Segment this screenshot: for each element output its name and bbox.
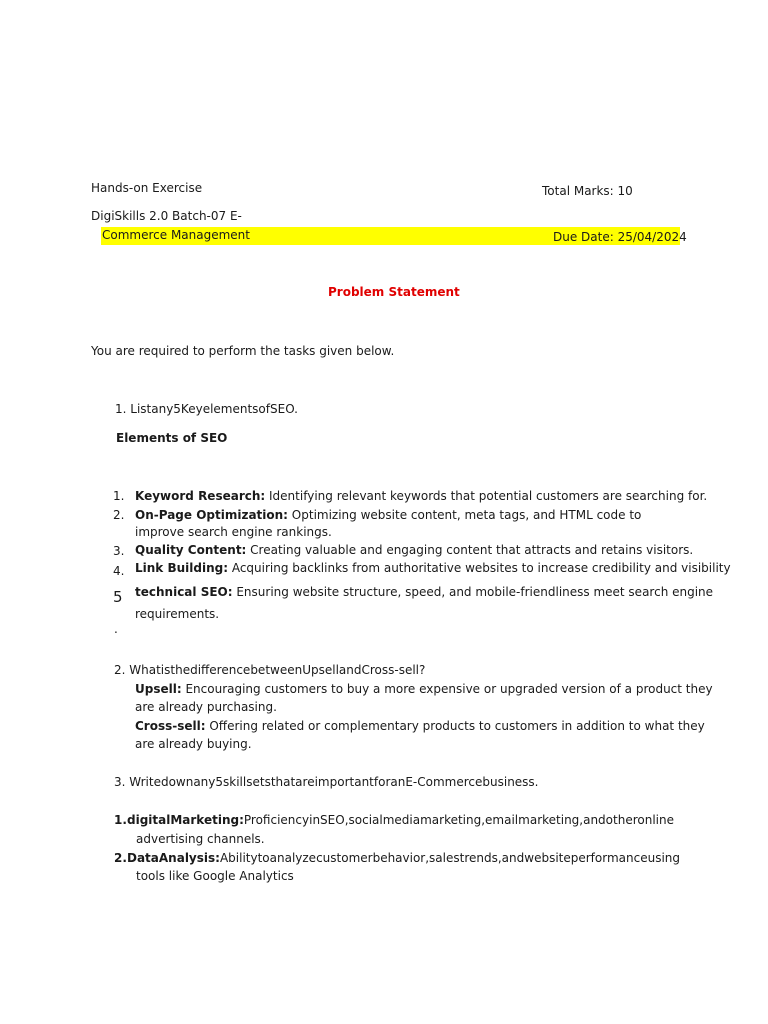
upsell-term: Upsell: — [135, 682, 182, 696]
item-text: Acquiring backlinks from authoritative websites to increase credibility and visibility — [228, 561, 731, 575]
list-item — [135, 507, 641, 523]
upsell-definition — [135, 681, 713, 697]
item-term: On-Page Optimization: — [135, 508, 288, 522]
list-number: 4. — [113, 564, 125, 578]
item-continuation: requirements. — [135, 607, 220, 621]
intro-text: You are required to perform the tasks given below. — [91, 344, 395, 358]
due-date: Due Date: 25/04/2024 — [553, 230, 687, 244]
item-continuation: tools like Google Analytics — [136, 869, 294, 883]
batch-line-2: Commerce Management — [102, 228, 250, 242]
stray-dot: . — [114, 622, 118, 636]
hands-on-label: Hands-on Exercise — [91, 181, 203, 195]
item-text: Optimizing website content, meta tags, and HTML code to — [287, 508, 642, 522]
item-text: Ensuring website structure, speed, and mobile-friendliness meet search engine — [232, 585, 714, 599]
problem-title: Problem Statement — [328, 285, 460, 299]
seo-heading: Elements of SEO — [116, 431, 228, 445]
item-term: Link Building: — [135, 561, 229, 575]
cross-sell-definition — [135, 718, 705, 734]
list-number: 5 — [113, 588, 123, 606]
item-text: Identifying relevant keywords that potential customers are searching for. — [265, 489, 708, 503]
list-item — [127, 812, 674, 828]
list-item — [135, 488, 707, 504]
list-number: 1. — [114, 813, 127, 827]
question-2: 2. WhatisthedifferencebetweenUpsellandCross-sell? — [114, 663, 426, 677]
list-number: 2. — [113, 508, 125, 522]
item-term: technical SEO: — [135, 585, 233, 599]
question-3: 3. Writedownany5skillsetsthatareimportantforanE-Commercebusiness. — [114, 775, 539, 789]
list-item — [135, 584, 713, 600]
list-number: 3. — [113, 544, 125, 558]
item-text: Abilitytoanalyzecustomerbehavior,salestrends,andwebsiteperformanceusing — [219, 851, 681, 865]
item-continuation: improve search engine rankings. — [135, 525, 332, 539]
upsell-text: Encouraging customers to buy a more expensive or upgraded version of a product they — [181, 682, 713, 696]
list-number: 2. — [114, 851, 127, 865]
item-term: Keyword Research: — [135, 489, 266, 503]
cross-sell-term: Cross-sell: — [135, 719, 206, 733]
list-number: 1. — [113, 489, 125, 503]
item-term: DataAnalysis: — [127, 851, 220, 865]
list-item — [135, 542, 693, 558]
question-1: 1. Listany5KeyelementsofSEO. — [115, 402, 298, 416]
cross-sell-continuation: are already buying. — [135, 737, 252, 751]
total-marks: Total Marks: 10 — [542, 184, 633, 198]
item-term: digitalMarketing: — [127, 813, 244, 827]
item-term: Quality Content: — [135, 543, 247, 557]
batch-line-1: DigiSkills 2.0 Batch-07 E- — [91, 209, 242, 223]
item-text: ProficiencyinSEO,socialmediamarketing,emailmarketing,andotheronline — [243, 813, 674, 827]
cross-sell-text: Offering related or complementary products to customers in addition to what they — [205, 719, 705, 733]
upsell-continuation: are already purchasing. — [135, 700, 277, 714]
item-continuation: advertising channels. — [136, 832, 265, 846]
list-item — [127, 850, 680, 866]
list-item — [135, 560, 731, 576]
item-text: Creating valuable and engaging content that attracts and retains visitors. — [246, 543, 694, 557]
